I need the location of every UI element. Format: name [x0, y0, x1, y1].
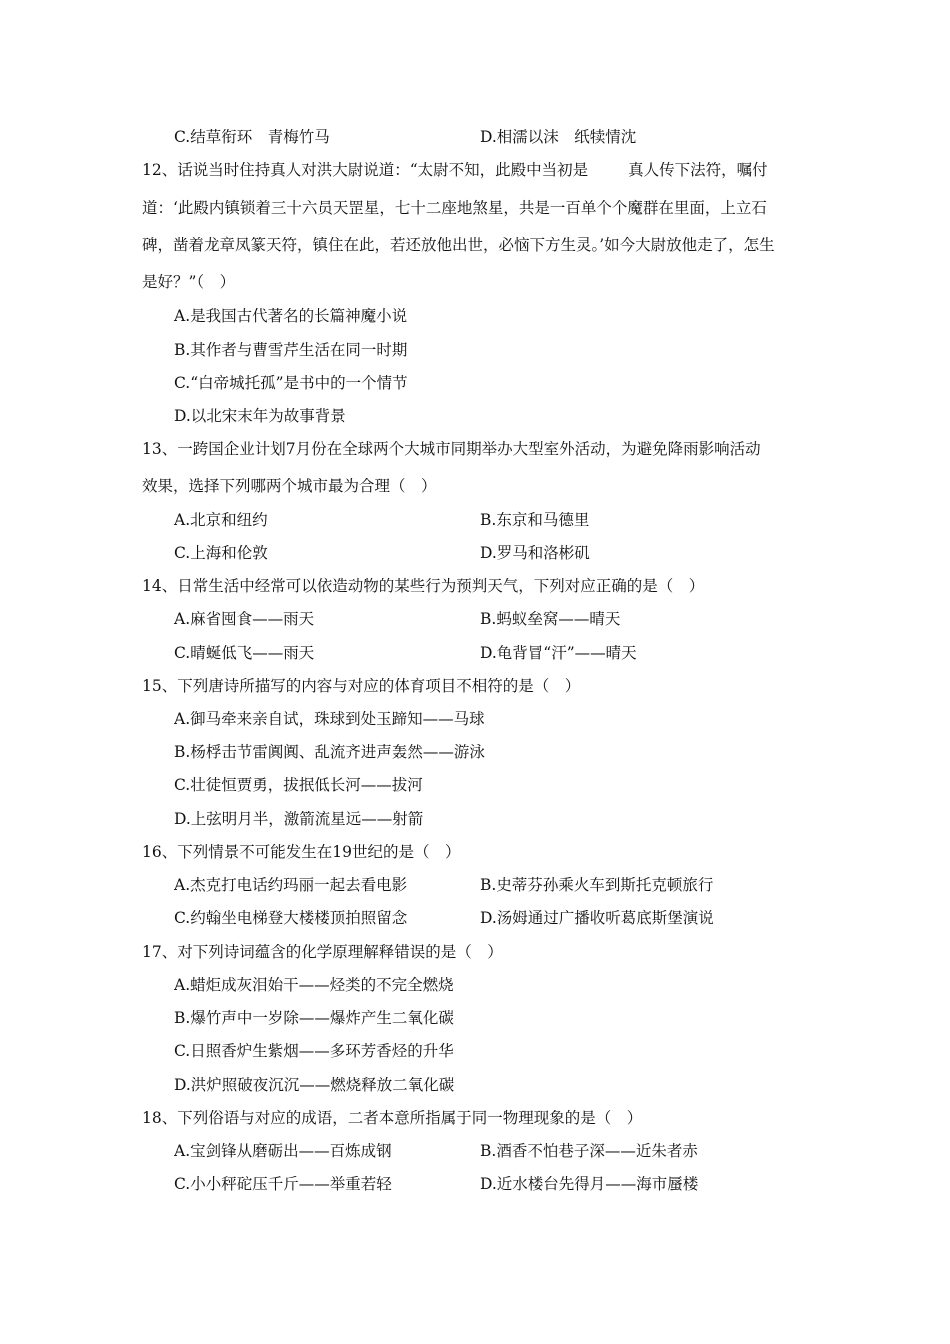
- q15-option-d: D.上弦明月半，激箭流星远——射箭: [174, 810, 424, 828]
- q12-stem-line3: 碑，凿着龙章凤篆天符，镇住在此，若还放他出世，必恼下方生灵。’如今大尉放他走了，怎生: [142, 236, 775, 254]
- q12-option-c: C.“白帝城托孤”是书中的一个情节: [174, 374, 408, 392]
- q16-option-d: D.汤姆通过广播收听葛底斯堡演说: [480, 909, 714, 927]
- q16-stem: 16、下列情景不可能发生在19世纪的是（ ）: [142, 843, 461, 861]
- q17-option-a: A.蜡炬成灰泪始干——烃类的不完全燃烧: [174, 976, 454, 994]
- q13-option-b: B.东京和马德里: [480, 511, 590, 529]
- q11-option-c: C.结草衔环 青梅竹马: [174, 128, 330, 146]
- q15-stem: 15、下列唐诗所描写的内容与对应的体育项目不相符的是（ ）: [142, 677, 581, 695]
- q18-option-b: B.酒香不怕巷子深——近朱者赤: [480, 1142, 698, 1160]
- q14-stem: 14、日常生活中经常可以依造动物的某些行为预判天气，下列对应正确的是（ ）: [142, 577, 705, 595]
- q13-option-c: C.上海和伦敦: [174, 544, 268, 562]
- q12-stem-line1-part2: 真人传下法符，嘱付: [628, 161, 768, 179]
- q17-option-d: D.洪炉照破夜沉沉——燃烧释放二氧化碳: [174, 1076, 455, 1094]
- q11-option-d: D.相濡以沫 纸犊情沈: [480, 128, 637, 146]
- q13-stem-line1: 13、一跨国企业计划7月份在全球两个大城市同期举办大型室外活动，为避免降雨影响活动: [142, 440, 761, 458]
- q17-option-b: B.爆竹声中一岁除——爆炸产生二氧化碳: [174, 1009, 454, 1027]
- q14-option-a: A.麻省囤食——雨天: [174, 610, 315, 628]
- q13-option-a: A.北京和纽约: [174, 511, 268, 529]
- q12-option-d: D.以北宋末年为故事背景: [174, 407, 346, 425]
- q18-stem: 18、下列俗语与对应的成语，二者本意所指属于同一物理现象的是（ ）: [142, 1109, 643, 1127]
- q18-option-d: D.近水楼台先得月——海市蜃楼: [480, 1175, 699, 1193]
- q15-option-c: C.壮徒恒贾勇，拔抿低长河——拔河: [174, 776, 423, 794]
- q12-option-b: B.其作者与曹雪芹生活在同一时期: [174, 341, 408, 359]
- q17-option-c: C.日照香炉生紫烟——多环芳香烃的升华: [174, 1042, 454, 1060]
- q16-option-a: A.杰克打电话约玛丽一起去看电影: [174, 876, 408, 894]
- q16-option-b: B.史蒂芬孙乘火车到斯托克顿旅行: [480, 876, 714, 894]
- q12-stem-line1-part1: 12、话说当时住持真人对洪大尉说道：“太尉不知，此殿中当初是: [142, 161, 589, 179]
- q13-option-d: D.罗马和洛彬矶: [480, 544, 590, 562]
- q14-option-c: C.晴蜒低飞——雨天: [174, 644, 315, 662]
- q12-stem-line1: [142, 160, 768, 180]
- q16-option-c: C.约翰坐电梯登大楼楼顶拍照留念: [174, 909, 408, 927]
- q18-option-c: C.小小秤砣压千斤——举重若轻: [174, 1175, 392, 1193]
- q12-option-a: A.是我国古代著名的长篇神魔小说: [174, 307, 408, 325]
- q14-option-d: D.龟背冒“汗”——晴天: [480, 644, 637, 662]
- q13-stem-line2: 效果，选择下列哪两个城市最为合理（ ）: [142, 477, 437, 495]
- q15-option-b: B.杨桴击节雷阗阗、乱流齐进声轰然——游泳: [174, 743, 485, 761]
- q18-option-a: A.宝剑锋从磨砺出——百炼成钢: [174, 1142, 392, 1160]
- q17-stem: 17、对下列诗词蕴含的化学原理解释错误的是（ ）: [142, 943, 503, 961]
- q12-stem-line2: 道：‘此殿内镇锁着三十六员天罡星，七十二座地煞星，共是一百单个个魔群在里面，上立石: [142, 199, 767, 217]
- q12-stem-line4: 是好？”（ ）: [142, 273, 236, 291]
- q15-option-a: A.御马牵来亲自试，珠球到处玉蹄知——马球: [174, 710, 485, 728]
- q14-option-b: B.蚂蚁垒窝——晴天: [480, 610, 621, 628]
